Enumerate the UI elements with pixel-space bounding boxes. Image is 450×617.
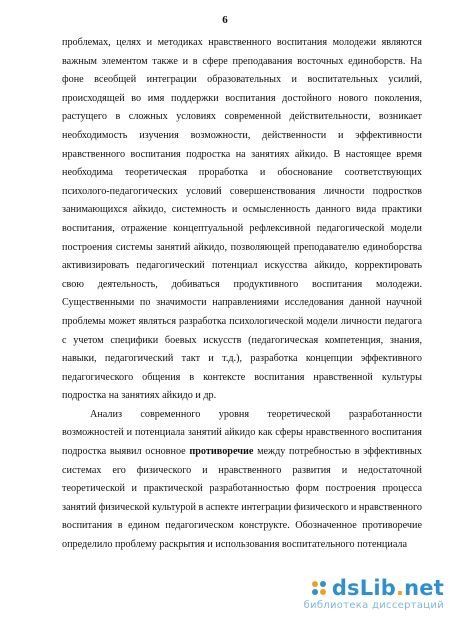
dslib-logo [310,576,444,600]
paragraph-2-text-start: Анализ современного уровня теоретической разработанности возможностей и потенциала занятий айкидо как сферы нравственного воспитания подростка выявил основное [62,408,422,458]
paragraph-1 [62,34,422,406]
watermark-brand: dsLib.net [331,576,444,600]
page-number: 6 [222,14,228,26]
dslib-logo-icon [310,579,328,597]
paragraph-1-text: проблемах, целях и методиках нравственного воспитания молодежи являются важным элементом также и в сфере преподавания восточных единоборств. На фоне всеобщей интеграции образовательных и воспитательных усилий, происходящей во имя поддержки воспитания достойного нового поколения, растущего в сложных условиях современной действительности, возникает необходимость изучения возможности, действенности и эффективности нравственного воспитания подростка на занятиях айкидо. В настоящее время необходима теоретическая проработка и обоснование соответствующих психолого-педагогических условий совершенствования личности подростков занимающихся айкидо, системность и осмысленность данного вида практики воспитания, отражение концептуальной рефлексивной педагогической модели построения системы занятий айкидо, позволяющей преподавателю единоборства активизировать педагогический потенциал искусства айкидо, корректировать свою деятельность, добиваться продуктивного воспитания молодежи. Существенными по значимости направлениями исследования данной научной проблемы может являться разработка психологической модели личности педагога с учетом специфики боевых искусств (педагогическая компетенция, знания, навыки, педагогический такт и т.д.), разработка концепции эффективного педагогического общения в контексте воспитания нравственной культуры подростка на занятиях айкидо и др. [62,37,422,402]
watermark-tagline: библиотека диссертаций [303,600,444,611]
paragraph-2-emphasis: противоречие [189,446,254,458]
watermark [294,576,444,611]
paragraph-2 [62,406,422,555]
document-body [62,34,422,555]
paragraph-2-text-end: между потребностью в эффективных системах его физического и нравственного развития и недостаточной теоретической и практической разработанностью форм построения процесса занятий физической культурой в аспекте интеграции физического и нравственного воспитания в едином педагогическом конструкте. Обозначенное противоречие определило проблему раскрытия и использования воспитательного потенциала [62,446,422,551]
